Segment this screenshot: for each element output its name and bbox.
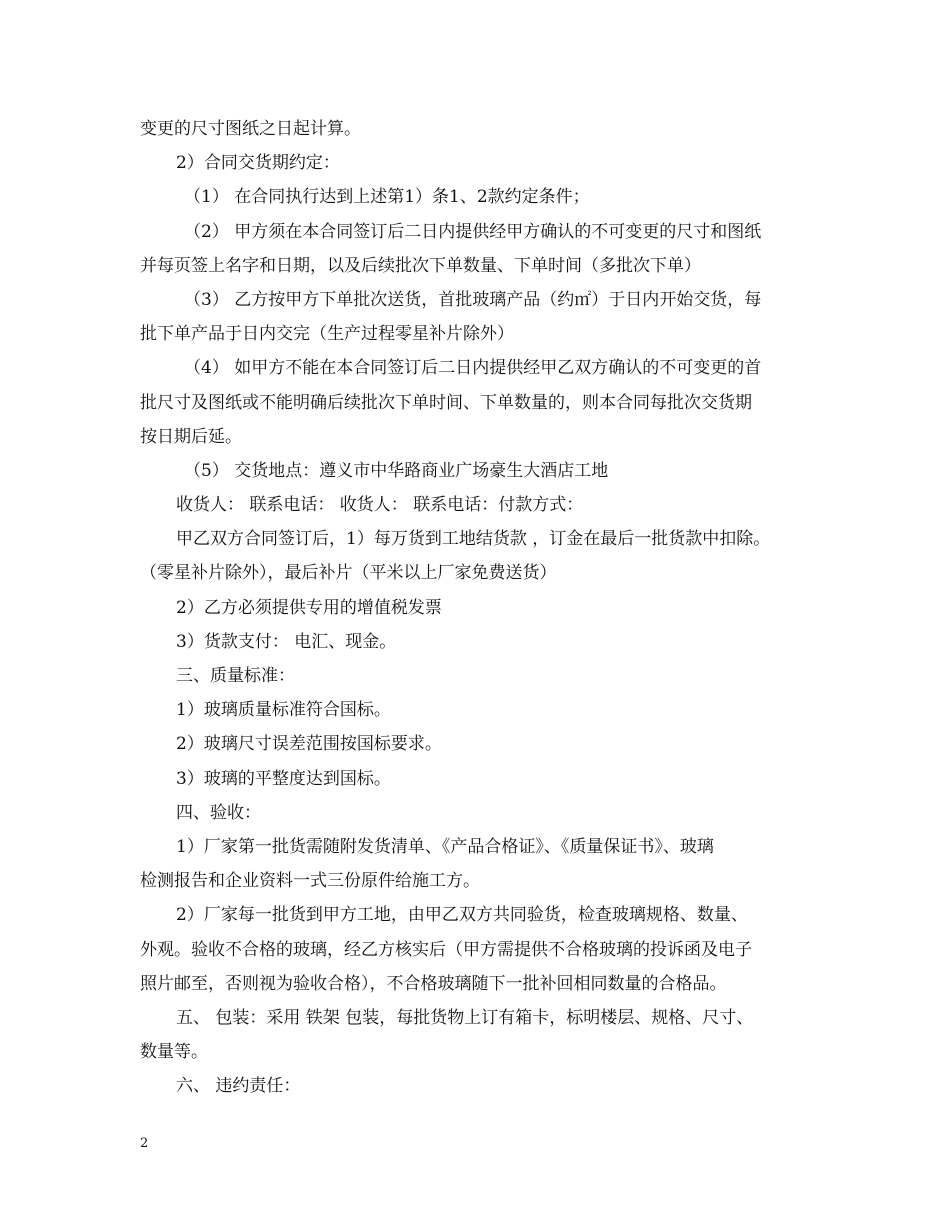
page-number: 2 (140, 1136, 149, 1151)
paragraph-line: （3） 乙方按甲方下单批次送货，首批玻璃产品（约㎡）于日内开始交货，每 (184, 289, 762, 310)
paragraph-line: 按日期后延。 (140, 426, 242, 447)
paragraph-line: 检测报告和企业资料一式三份原件给施工方。 (140, 871, 480, 892)
paragraph-line: （5） 交货地点：遵义市中华路商业广场豪生大酒店工地 (184, 460, 609, 481)
paragraph-line: 批尺寸及图纸或不能明确后续批次下单时间、下单数量的，则本合同每批次交货期 (140, 392, 752, 413)
section-heading: 六、 违约责任： (176, 1076, 301, 1097)
paragraph-line: 变更的尺寸图纸之日起计算。 (140, 119, 361, 139)
paragraph-line: 2）厂家每一批货到甲方工地，由甲乙双方共同验货，检查玻璃规格、数量、 (176, 905, 748, 926)
paragraph-line: 3）货款支付： 电汇、现金。 (176, 631, 397, 652)
paragraph-line: 1）厂家第一批货需随附发货清单、《产品合格证》、《质量保证书》、玻璃 (176, 836, 714, 857)
document-body (140, 112, 830, 1103)
section-heading: 三、质量标准： (176, 666, 295, 686)
paragraph-line: 甲乙双方合同签订后，1）每万货到工地结货款 ，订金在最后一批货款中扣除。 (176, 529, 771, 550)
paragraph-line: 2）乙方必须提供专用的增值税发票 (176, 597, 442, 618)
paragraph-line: 3）玻璃的平整度达到国标。 (176, 768, 391, 789)
paragraph-line: 2）合同交货期约定： (176, 153, 340, 174)
paragraph-line: 外观。验收不合格的玻璃，经乙方核实后（甲方需提供不合格玻璃的投诉函及电子 (140, 939, 752, 960)
paragraph-line: 并每页签上名字和日期，以及后续批次下单数量、下单时间（多批次下单） (140, 255, 701, 276)
paragraph-line: （1） 在合同执行达到上述第1）条1、2款约定条件； (184, 187, 590, 208)
paragraph-line: （零星补片除外），最后补片（平米以上厂家免费送货） (140, 563, 557, 584)
paragraph-line: 1）玻璃质量标准符合国标。 (176, 700, 391, 721)
paragraph-line: 照片邮至，否则视为验收合格），不合格玻璃随下一批补回相同数量的合格品。 (140, 973, 727, 994)
section-heading: 五、 包装：采用 铁架 包装，每批货物上订有箱卡，标明楼层、规格、尺寸、 (176, 1007, 754, 1028)
paragraph-line: 数量等。 (140, 1042, 208, 1063)
paragraph-line: 收货人： 联系电话： 收货人： 联系电话：付款方式： (176, 495, 584, 516)
paragraph-line: 批下单产品于日内交完（生产过程零星补片除外） (140, 324, 514, 345)
section-heading: 四、验收： (176, 802, 261, 823)
paragraph-line: （2） 甲方须在本合同签订后二日内提供经甲方确认的不可变更的尺寸和图纸 (184, 221, 762, 242)
paragraph-line: （4） 如甲方不能在本合同签订后二日内提供经甲乙双方确认的不可变更的首 (184, 358, 762, 379)
paragraph-line: 2）玻璃尺寸误差范围按国标要求。 (176, 734, 442, 755)
